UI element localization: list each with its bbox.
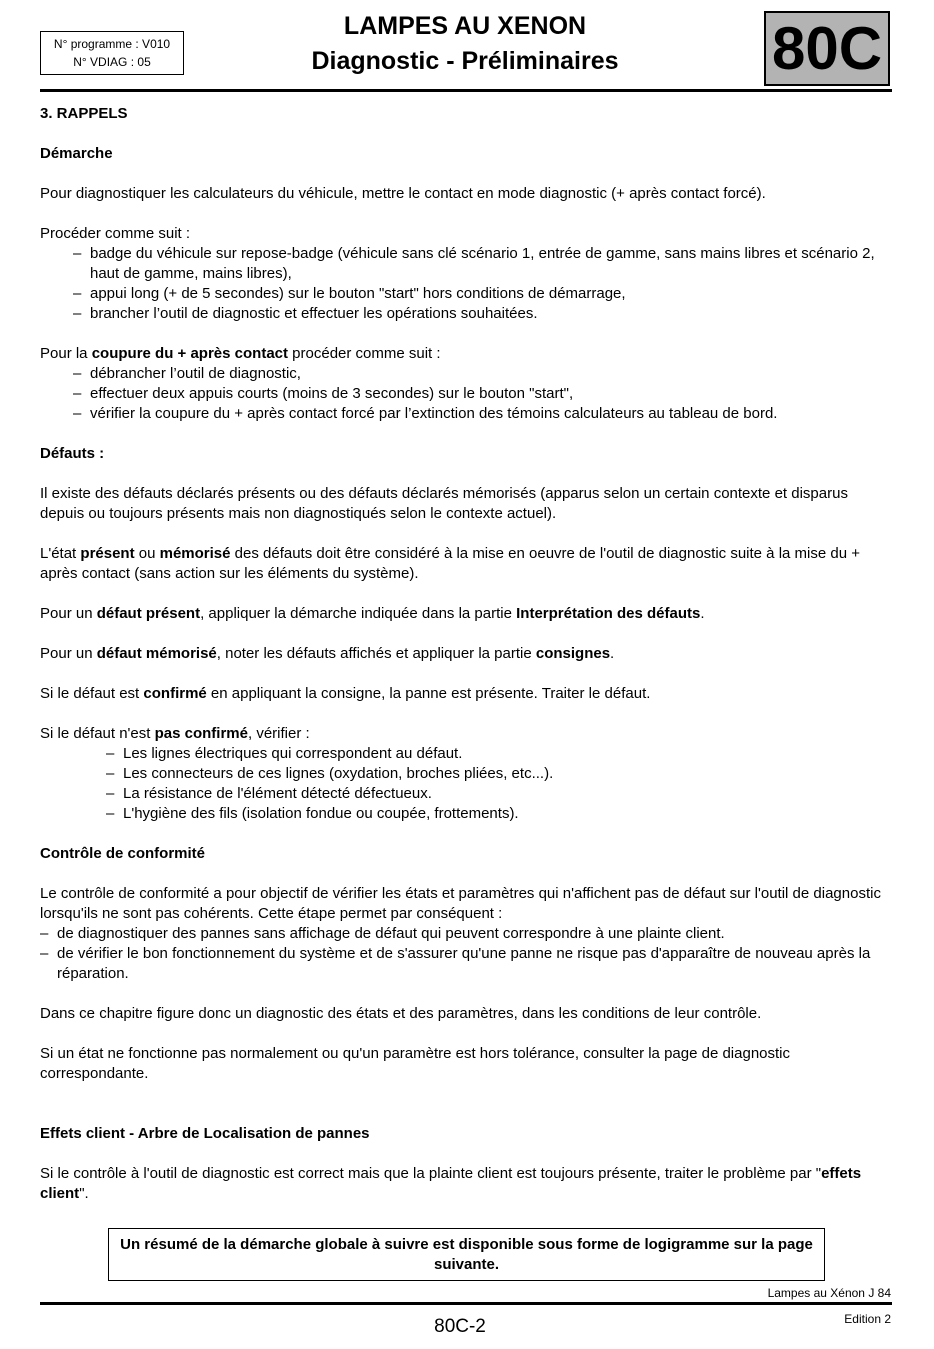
text-run: Si le défaut est	[40, 685, 144, 702]
conformite-list	[40, 924, 892, 984]
list-item: – brancher l’outil de diagnostic et effectuer les opérations souhaitées.	[40, 304, 892, 324]
bold-run: défaut mémorisé	[96, 645, 217, 662]
bold-run: défaut présent	[96, 605, 201, 622]
defauts-heading: Défauts :	[40, 445, 105, 462]
bold-run: coupure du + après contact	[91, 345, 288, 362]
bold-run: mémorisé	[159, 545, 231, 562]
demarche-paragraph: Pour diagnostiquer les calculateurs du véhicule, mettre le contact en mode diagnostic (+ après contact forcé).	[40, 185, 766, 202]
programme-box	[40, 31, 184, 75]
list-item: – badge du véhicule sur repose-badge (véhicule sans clé scénario 1, entrée de gamme, sans mains libres et scénario 2, haut de gamme, mains libres),	[40, 244, 892, 284]
text-run: Si le défaut n'est	[40, 725, 155, 742]
text-run: ".	[79, 1185, 89, 1202]
conformite-paragraph: Le contrôle de conformité a pour objectif de vérifier les états et paramètres qui n'affichent pas de défaut sur l'outil de diagnostic lorsqu'ils ne sont pas cohérents. Cette étape permet par conséquent :	[40, 885, 881, 922]
list-item: – débrancher l’outil de diagnostic,	[40, 364, 892, 384]
text-run: L'état	[40, 545, 81, 562]
text-run: .	[700, 605, 705, 622]
text-run: procéder comme suit :	[288, 345, 441, 362]
demarche-heading: Démarche	[40, 145, 113, 162]
effets-heading: Effets client - Arbre de Localisation de pannes	[40, 1125, 370, 1142]
bold-run: confirmé	[143, 685, 207, 702]
vdiag-number: N° VDIAG : 05	[73, 55, 151, 69]
proceder-list	[40, 244, 892, 324]
footer-reference: Lampes au Xénon J 84	[767, 1286, 891, 1300]
bold-run: consignes	[535, 645, 611, 662]
text-run: ou	[134, 545, 160, 562]
conformite-paragraph-2: Dans ce chapitre figure donc un diagnostic des états et des paramètres, dans les conditions de leur contrôle.	[40, 1005, 762, 1022]
effets-paragraph	[40, 1164, 892, 1204]
summary-callout: Un résumé de la démarche globale à suivre est disponible sous forme de logigramme sur la page suivante.	[108, 1228, 825, 1281]
list-item: – effectuer deux appuis courts (moins de 3 secondes) sur le bouton "start",	[40, 384, 892, 404]
page-subtitle: Diagnostic - Préliminaires	[311, 47, 619, 75]
text-run: Pour un	[40, 645, 97, 662]
present-paragraph	[40, 604, 892, 624]
defauts-paragraph: Il existe des défauts déclarés présents ou des défauts déclarés mémorisés (apparus selon un certain contexte et disparus depuis ou toujours présents mais non diagnostiqués selon le contexte actuel).	[40, 485, 848, 522]
list-item: – L'hygiène des fils (isolation fondue ou coupée, frottements).	[40, 804, 892, 824]
list-item: – de vérifier le bon fonctionnement du système et de s'assurer qu'une panne ne risque pas d'apparaître de nouveau après la réparation.	[40, 944, 892, 984]
document-body	[40, 104, 892, 1224]
list-item: – appui long (+ de 5 secondes) sur le bouton "start" hors conditions de démarrage,	[40, 284, 892, 304]
conformite-heading: Contrôle de conformité	[40, 845, 206, 862]
text-run: , vérifier :	[247, 725, 310, 742]
section-title: 3. RAPPELS	[40, 105, 128, 122]
text-run: des défauts doit être considéré à la mise en oeuvre de l'outil de diagnostic suite à la mise du + après contact (sans action sur les éléments du système).	[40, 545, 860, 582]
list-item: – Les connecteurs de ces lignes (oxydation, broches pliées, etc...).	[40, 764, 892, 784]
footer-divider	[40, 1302, 892, 1305]
bold-run: présent	[80, 545, 135, 562]
coupure-list	[40, 364, 892, 424]
header-divider	[40, 89, 892, 92]
verifier-list	[40, 744, 892, 824]
bold-run: pas confirmé	[154, 725, 248, 742]
bold-run: Interprétation des défauts	[516, 605, 701, 622]
bold-run: effets client	[40, 1165, 862, 1202]
text-run: Pour la	[40, 345, 92, 362]
text-run: Si le contrôle à l'outil de diagnostic est correct mais que la plainte client est toujours présente, traiter le problème par "	[40, 1165, 822, 1182]
text-run: en appliquant la consigne, la panne est présente. Traiter le défaut.	[206, 685, 651, 702]
text-run: Pour un	[40, 605, 97, 622]
coupure-intro	[40, 344, 892, 364]
proceder-intro: Procéder comme suit :	[40, 225, 191, 242]
confirme-paragraph	[40, 684, 892, 704]
section-code-badge: 80C	[764, 11, 890, 86]
page-title: LAMPES AU XENON	[343, 12, 587, 40]
conformite-paragraph-3: Si un état ne fonctionne pas normalement ou qu'un paramètre est hors tolérance, consulter la page de diagnostic correspondante.	[40, 1045, 790, 1082]
list-item: – La résistance de l'élément détecté défectueux.	[40, 784, 892, 804]
page-number: 80C-2	[434, 1316, 486, 1337]
memorise-paragraph	[40, 644, 892, 664]
list-item: – de diagnostiquer des pannes sans affichage de défaut qui peuvent correspondre à une plainte client.	[40, 924, 892, 944]
edition-label: Edition 2	[844, 1312, 891, 1326]
etat-paragraph	[40, 544, 892, 584]
programme-number: N° programme : V010	[53, 37, 171, 51]
text-run: .	[610, 645, 615, 662]
text-run: , noter les défauts affichés et appliquer la partie	[216, 645, 536, 662]
list-item: – Les lignes électriques qui correspondent au défaut.	[40, 744, 892, 764]
list-item: – vérifier la coupure du + après contact forcé par l’extinction des témoins calculateurs au tableau de bord.	[40, 404, 892, 424]
text-run: , appliquer la démarche indiquée dans la partie	[200, 605, 517, 622]
non-confirme-paragraph	[40, 724, 892, 744]
